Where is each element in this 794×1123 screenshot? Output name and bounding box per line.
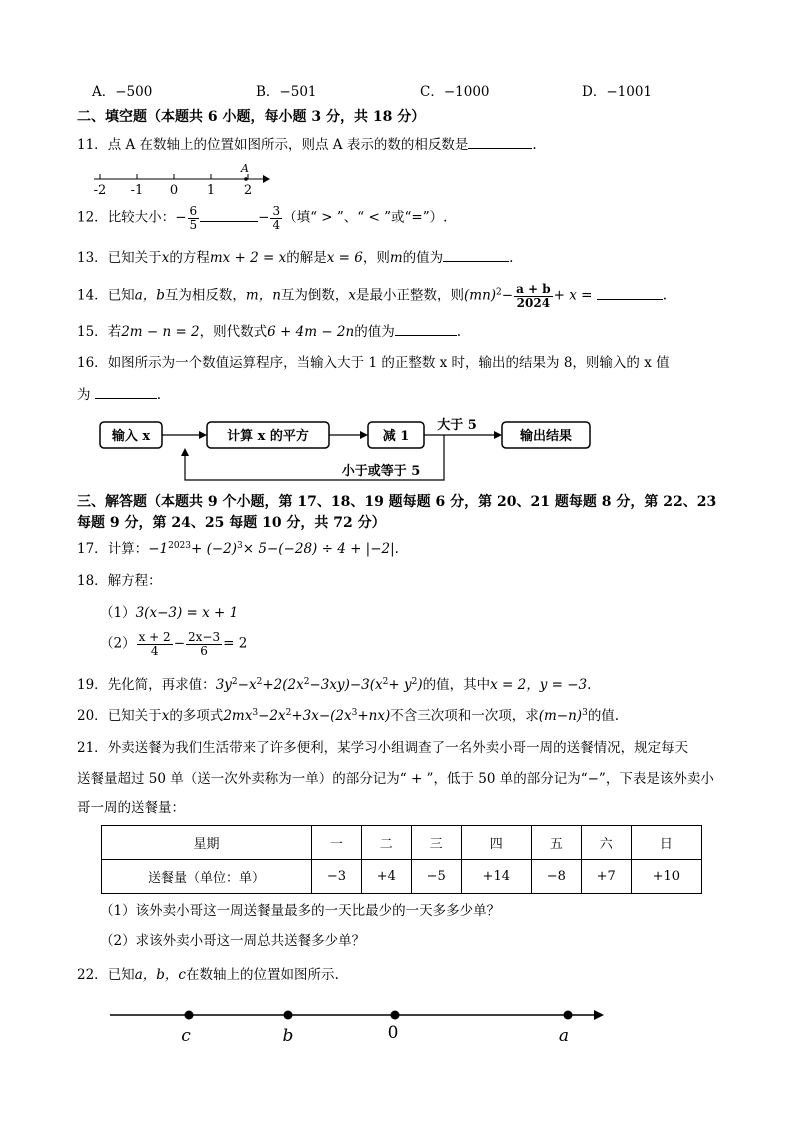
table-cell: 二: [361, 826, 411, 860]
tick-label: 0: [169, 183, 179, 198]
question-21-line1: 21．外卖送餐为我们生活带来了许多便利，某学习小组调查了一名外卖小哥一周的送餐情况，规定每天: [77, 740, 689, 756]
question-13: 13．已知关于x的方程mx + 2 = x的解是x = 6，则m的值为 .: [77, 250, 514, 266]
point-a-label: a: [558, 1026, 570, 1046]
q11-number-line: [86, 160, 276, 200]
tick-label: -2: [93, 183, 107, 198]
fraction: $\frac{6}{5}$: [189, 204, 198, 232]
question-19: 19．先化简，再求值：$3y^2-x^2+2(2x^2-3xy)-3(x^2+ y^2)$的值，其中x = 2，y = −3.: [77, 677, 592, 693]
question-11: 11．点 A 在数轴上的位置如图所示，则点 A 表示的数的相反数是 .: [77, 137, 537, 153]
point-a: [564, 1011, 573, 1020]
table-cell: +4: [361, 860, 411, 894]
question-18: 18．解方程：: [77, 573, 162, 589]
table-row: [102, 826, 702, 860]
question-21-line2: 送餐量超过 50 单（送一次外卖称为一单）的部分记为“ + ”，低于 50 单的部分记为“−”，下表是该外卖小: [77, 771, 714, 787]
answer-blank[interactable]: [443, 249, 509, 262]
answer-blank[interactable]: [597, 287, 663, 300]
question-18-sub2: （2） $\frac{x + 2}{4}$ − $\frac{2x-3}{6}$ = 2: [100, 630, 248, 658]
flow-box-output-label: 输出结果: [519, 429, 573, 444]
table-header-cell: 送餐量（单位：单）: [102, 860, 312, 894]
question-14: 14．已知a，b互为相反数，m，n互为倒数，x是最小正整数，则(mn)$^2$− $\frac{a + b}{2024}$ + x = .: [77, 282, 668, 310]
table-cell: 四: [461, 826, 531, 860]
question-12: 12．比较大小：− $\frac{6}{5}$ − $\frac{3}{4}$ （填“ > ”、“ < ”或“=”）.: [77, 204, 448, 232]
section-3-title-line1: 三、解答题（本题共 9 个小题，第 17、18、19 题每题 6 分，第 20、21 题每题 8 分，第 22、23: [77, 494, 717, 510]
answer-blank[interactable]: [200, 209, 258, 222]
section-2-title: 二、填空题（本题共 6 小题，每小题 3 分，共 18 分）: [77, 109, 426, 125]
point-a-label: A: [241, 162, 249, 175]
table-cell: 五: [531, 826, 581, 860]
table-cell: −8: [531, 860, 581, 894]
tick-label: 2: [243, 183, 253, 198]
tick-label: 1: [206, 183, 216, 198]
flow-label-greater: 大于 5: [437, 418, 477, 433]
question-20: 20．已知关于x的多项式$2mx^3-2x^2+3x-(2x^3+nx)$不含三次项和一次项，求$(m-n)^3$的值.: [77, 708, 620, 724]
option-b: B．−501: [256, 84, 317, 100]
flow-arrowhead: [199, 431, 207, 439]
point-a: [244, 177, 248, 181]
tick-label: -1: [130, 183, 144, 198]
fraction: $\frac{a + b}{2024}$: [516, 282, 551, 310]
flow-box-minus1-label: 减 1: [382, 429, 410, 444]
flow-loop-arrowhead: [181, 448, 189, 456]
option-a: A．−500: [92, 84, 153, 100]
question-21-line3: 哥一周的送餐量：: [77, 800, 185, 816]
table-cell: +14: [461, 860, 531, 894]
option-c: C．−1000: [420, 84, 490, 100]
table-row: [102, 860, 702, 894]
point-zero: [391, 1011, 400, 1020]
table-cell: −3: [312, 860, 362, 894]
table-cell: 三: [411, 826, 461, 860]
question-17: 17．计算：$-1^{2023}+ (-2)^3\times 5-(-28) \div 4 + |-2|$.: [77, 541, 399, 557]
q22-number-line: [100, 998, 610, 1053]
answer-blank[interactable]: [95, 386, 157, 399]
q16-flowchart: [95, 412, 615, 487]
table-cell: 一: [312, 826, 362, 860]
question-16-line2: 为 .: [77, 387, 162, 403]
question-22: 22．已知a，b，c在数轴上的位置如图所示.: [77, 967, 339, 983]
flow-box-square-label: 计算 x 的平方: [227, 429, 309, 444]
flow-arrowhead: [360, 431, 368, 439]
option-d: D．−1001: [582, 84, 652, 100]
fraction: $\frac{2x-3}{6}$: [188, 630, 221, 658]
answer-blank[interactable]: [395, 323, 457, 336]
table-cell: +10: [631, 860, 701, 894]
question-15: 15．若2m − n = 2，则代数式6 + 4m − 2n的值为 .: [77, 324, 462, 340]
number-line-arrow: [263, 175, 270, 183]
question-16-line1: 16．如图所示为一个数值运算程序，当输入大于 1 的正整数 x 时，输出的结果为 8，则输入的 x 值: [77, 355, 670, 371]
point-zero-label: 0: [387, 1023, 399, 1043]
flow-box-input-label: 输入 x: [111, 429, 151, 444]
table-header-cell: 星期: [102, 826, 312, 860]
table-cell: +7: [581, 860, 631, 894]
question-18-sub1: （1）3(x−3) = x + 1: [100, 605, 239, 621]
question-21-sub2: （2）求该外卖小哥这一周总共送餐多少单？: [100, 933, 366, 949]
point-c: [185, 1011, 194, 1020]
point-b: [284, 1011, 293, 1020]
answer-blank[interactable]: [468, 136, 532, 149]
point-b-label: b: [282, 1026, 294, 1046]
fraction: $\frac{x + 2}{4}$: [138, 630, 171, 658]
question-21-sub1: （1）该外卖小哥这一周送餐量最多的一天比最少的一天多多少单？: [100, 903, 501, 919]
fraction: $\frac{3}{4}$: [272, 204, 281, 232]
delivery-table: [101, 825, 702, 894]
number-line-arrow: [594, 1010, 604, 1020]
section-3-title-line2: 每题 9 分，第 24、25 每题 10 分，共 72 分）: [77, 515, 386, 531]
point-c-label: c: [181, 1026, 191, 1046]
flow-arrowhead: [494, 431, 502, 439]
table-cell: 日: [631, 826, 701, 860]
table-cell: −5: [411, 860, 461, 894]
table-cell: 六: [581, 826, 631, 860]
flow-label-less-equal: 小于或等于 5: [341, 464, 421, 479]
